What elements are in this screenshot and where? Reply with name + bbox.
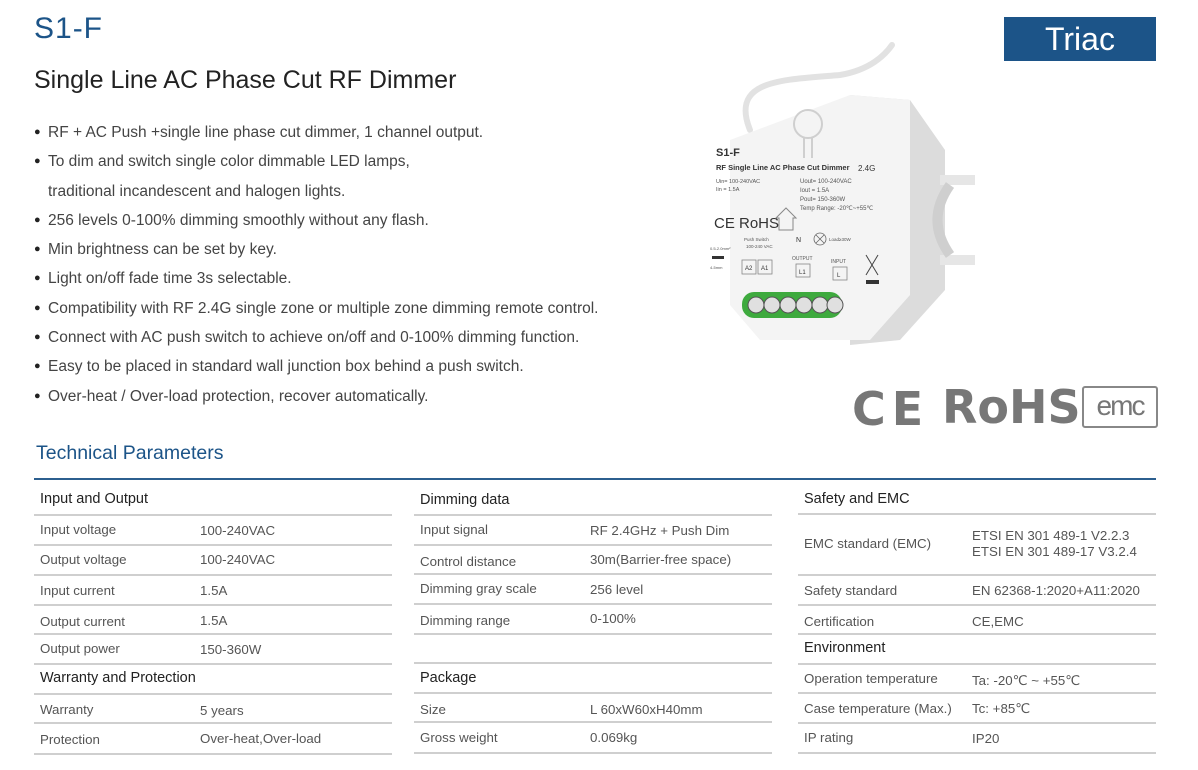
svg-text:CE RoHS: CE RoHS <box>714 215 780 232</box>
svg-text:Temp Range: -20℃~+55℃: Temp Range: -20℃~+55℃ <box>800 206 874 212</box>
spec-row: Input current 1.5A <box>34 576 392 606</box>
svg-text:A2: A2 <box>745 266 753 272</box>
spec-column-safety-environment <box>798 480 1156 754</box>
svg-text:RF Single Line AC Phase Cut Di: RF Single Line AC Phase Cut Dimmer <box>716 163 850 172</box>
feature-item: ● 256 levels 0-100% dimming smoothly without any flash. <box>34 206 598 235</box>
svg-text:4-5mm: 4-5mm <box>710 265 723 270</box>
feature-item: ● To dim and switch single color dimmable LED lamps, <box>34 147 598 176</box>
feature-item: ● Over-heat / Over-load protection, recover automatically. <box>34 382 598 411</box>
spec-row: Safety standard EN 62368-1:2020+A11:2020 <box>798 576 1156 606</box>
spec-row: Warranty 5 years <box>34 695 392 724</box>
spec-section-header: Warranty and Protection <box>34 665 392 695</box>
svg-text:L: L <box>837 273 841 279</box>
feature-item: ● Connect with AC push switch to achieve on/off and 0-100% dimming function. <box>34 323 598 352</box>
svg-text:2.4G: 2.4G <box>858 164 876 173</box>
feature-item: ● Compatibility with RF 2.4G single zone or multiple zone dimming remote control. <box>34 294 598 323</box>
product-image <box>700 40 990 360</box>
spec-row: Input voltage 100-240VAC <box>34 516 392 546</box>
svg-text:L1: L1 <box>799 270 806 276</box>
svg-text:Iout = 1.5A: Iout = 1.5A <box>800 188 830 194</box>
svg-text:Pout= 150-360W: Pout= 150-360W <box>800 197 846 203</box>
spec-row: Control distance 30m(Barrier-free space) <box>414 546 772 575</box>
spec-section-header: Package <box>414 664 772 694</box>
spec-row: Output power 150-360W <box>34 635 392 665</box>
feature-item: ● Light on/off fade time 3s selectable. <box>34 264 598 293</box>
spec-row: Gross weight 0.069kg <box>414 723 772 754</box>
certification-logos <box>852 380 1157 436</box>
spec-row: Case temperature (Max.) Tc: +85℃ <box>798 694 1156 724</box>
product-subtitle: Single Line AC Phase Cut RF Dimmer <box>34 66 457 94</box>
spec-row: Input signal RF 2.4GHz + Push Dim <box>414 516 772 546</box>
spec-row: Output current 1.5A <box>34 606 392 635</box>
feature-list <box>34 118 598 411</box>
spec-section-header: Dimming data <box>414 480 772 516</box>
spec-row: Protection Over-heat,Over-load <box>34 724 392 755</box>
svg-text:N: N <box>796 237 802 244</box>
svg-text:Push Switch: Push Switch <box>744 237 769 242</box>
feature-item: ● Easy to be placed in standard wall junction box behind a push switch. <box>34 352 598 381</box>
svg-text:100-240 VAC: 100-240 VAC <box>746 244 773 249</box>
feature-item-continuation: traditional incandescent and halogen lights. <box>48 182 346 200</box>
emc-mark-icon: emc <box>1082 386 1158 428</box>
spec-row: Size L 60xW60xH40mm <box>414 694 772 723</box>
triac-badge: Triac <box>1004 17 1156 61</box>
spec-row: IP rating IP20 <box>798 724 1156 754</box>
svg-text:Iin = 1.5A: Iin = 1.5A <box>716 187 740 193</box>
svg-text:Load≥30W: Load≥30W <box>829 237 851 242</box>
spec-section-header: Environment <box>798 635 1156 665</box>
label-model: S1-F <box>716 147 740 159</box>
svg-text:Uout= 100-240VAC: Uout= 100-240VAC <box>800 179 852 185</box>
spec-section-header: Safety and EMC <box>798 480 1156 515</box>
spec-column-input-output <box>34 480 392 755</box>
spec-row-empty <box>414 635 772 664</box>
svg-text:Uin= 100-240VAC: Uin= 100-240VAC <box>716 179 761 185</box>
rohs-mark-icon: RoHS <box>942 380 1081 434</box>
spec-column-dimming-package <box>414 480 772 754</box>
model-number: S1-F <box>34 12 104 45</box>
feature-item: ● RF + AC Push +single line phase cut dimmer, 1 channel output. <box>34 118 598 147</box>
spec-row: Output voltage 100-240VAC <box>34 546 392 576</box>
feature-item: ● Min brightness can be set by key. <box>34 235 598 264</box>
svg-text:INPUT: INPUT <box>831 259 846 265</box>
svg-text:0.5-2.0mm²: 0.5-2.0mm² <box>710 246 731 251</box>
ce-mark-icon: CE <box>852 382 930 436</box>
technical-parameters-title: Technical Parameters <box>36 442 224 464</box>
spec-row: Certification CE,EMC <box>798 606 1156 635</box>
spec-section-header: Input and Output <box>34 480 392 516</box>
svg-text:A1: A1 <box>761 266 769 272</box>
spec-row: EMC standard (EMC) ETSI EN 301 489-1 V2.2.3 ETSI EN 301 489-17 V3.2.4 <box>798 515 1156 576</box>
spec-row: Operation temperature Ta: -20℃ ~ +55℃ <box>798 665 1156 694</box>
spec-row: Dimming range 0-100% <box>414 605 772 635</box>
svg-text:OUTPUT: OUTPUT <box>792 256 813 262</box>
spec-row: Dimming gray scale 256 level <box>414 575 772 605</box>
